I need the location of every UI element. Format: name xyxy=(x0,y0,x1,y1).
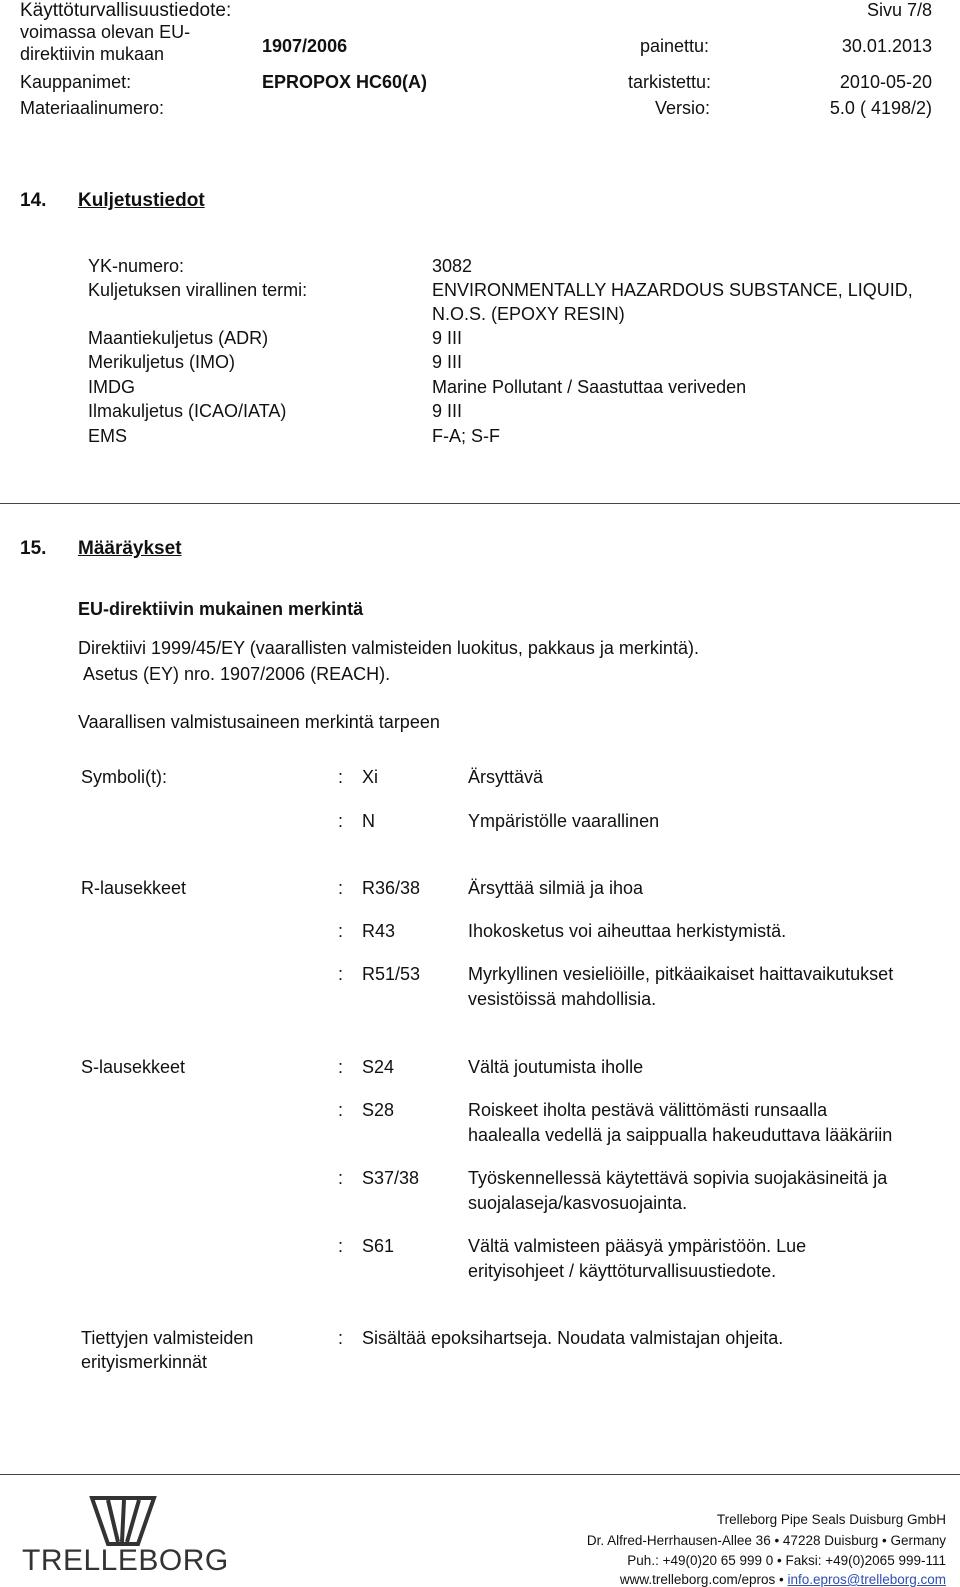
labelling-needed-text: Vaarallisen valmistusaineen merkintä tarpeen xyxy=(78,712,440,732)
footer-divider xyxy=(0,1474,960,1475)
version-value: 5.0 ( 4198/2) xyxy=(829,98,932,118)
printed-date: 30.01.2013 xyxy=(841,36,932,56)
ems-value: F-A; S-F xyxy=(432,426,500,446)
s-phrase-code: S28 xyxy=(362,1100,395,1120)
r-phrase-code: R51/53 xyxy=(362,964,421,984)
r-phrases-label: R-lausekkeet xyxy=(81,878,187,898)
material-number-label: Materiaalinumero: xyxy=(20,98,165,118)
icao-value: 9 III xyxy=(432,401,463,421)
company-website: www.trelleborg.com/epros • xyxy=(619,1572,784,1587)
s-phrase-text-cont: suojalaseja/kasvosuojainta. xyxy=(468,1193,688,1213)
s-phrase-text: Roiskeet iholta pestävä välittömästi runsaalla xyxy=(468,1100,828,1120)
shipping-name-value: ENVIRONMENTALLY HAZARDOUS SUBSTANCE, LIQUID, xyxy=(432,280,913,300)
s-phrase-code: S24 xyxy=(362,1057,395,1077)
regulation-number: 1907/2006 xyxy=(262,36,348,56)
symbol-text: Ärsyttävä xyxy=(468,767,544,787)
company-phone: Puh.: +49(0)20 65 999 0 • Faksi: +49(0)2065 999-111 xyxy=(627,1553,946,1568)
r-phrase-code: R43 xyxy=(362,921,396,941)
company-web-contact xyxy=(620,1572,946,1587)
imo-label: Merikuljetus (IMO) xyxy=(88,352,236,372)
trelleborg-logo-mark xyxy=(22,1494,192,1550)
r-phrase-code: R36/38 xyxy=(362,878,421,898)
colon: : xyxy=(338,1100,344,1120)
s-phrase-text: Työskennellessä käytettävä sopivia suojakäsineitä ja xyxy=(468,1168,888,1188)
document-title: Käyttöturvallisuustiedote: xyxy=(20,0,232,21)
printed-label: painettu: xyxy=(640,36,710,56)
s-phrases-label: S-lausekkeet xyxy=(81,1057,186,1077)
adr-label: Maantiekuljetus (ADR) xyxy=(88,328,269,348)
imo-value: 9 III xyxy=(432,352,463,372)
s-phrase-text-cont: erityisohjeet / käyttöturvallisuustiedote. xyxy=(468,1261,777,1281)
page-number: Sivu 7/8 xyxy=(866,0,932,20)
section-14-number: 14. xyxy=(20,190,47,211)
header-subtitle-1: voimassa olevan EU- xyxy=(20,22,191,42)
section-15-title: Määräykset xyxy=(78,538,182,559)
section-15-number: 15. xyxy=(20,538,47,559)
shipping-name-value-cont: N.O.S. (EPOXY RESIN) xyxy=(432,304,625,324)
un-number-label: YK-numero: xyxy=(88,256,185,276)
shipping-name-label: Kuljetuksen virallinen termi: xyxy=(88,280,308,300)
special-labelling-text: Sisältää epoksihartseja. Noudata valmistajan ohjeita. xyxy=(362,1328,784,1348)
regulation-text: Asetus (EY) nro. 1907/2006 (REACH). xyxy=(83,664,391,684)
r-phrase-text: Ärsyttää silmiä ja ihoa xyxy=(468,878,644,898)
header-subtitle-2: direktiivin mukaan xyxy=(20,44,165,64)
r-phrase-text-cont: vesistöissä mahdollisia. xyxy=(468,989,657,1009)
colon: : xyxy=(338,964,344,984)
s-phrase-code: S61 xyxy=(362,1236,395,1256)
section-14-title: Kuljetustiedot xyxy=(78,190,205,211)
colon: : xyxy=(338,878,344,898)
checked-label: tarkistettu: xyxy=(628,72,712,92)
symbols-label: Symboli(t): xyxy=(81,767,168,787)
symbol-code: N xyxy=(362,811,375,831)
imdg-value: Marine Pollutant / Saastuttaa veriveden xyxy=(432,377,747,397)
colon: : xyxy=(338,1168,344,1188)
logo-wordmark: TRELLEBORG xyxy=(22,1544,229,1577)
checked-date: 2010-05-20 xyxy=(839,72,932,92)
company-email-link[interactable]: info.epros@trelleborg.com xyxy=(787,1572,946,1587)
un-number-value: 3082 xyxy=(432,256,473,276)
adr-value: 9 III xyxy=(432,328,463,348)
colon: : xyxy=(338,811,344,831)
special-labelling-label-1: Tiettyjen valmisteiden xyxy=(81,1328,254,1348)
s-phrase-code: S37/38 xyxy=(362,1168,420,1188)
section-divider xyxy=(0,503,960,504)
s-phrase-text: Vältä joutumista iholle xyxy=(468,1057,644,1077)
product-name: EPROPOX HC60(A) xyxy=(262,72,428,92)
colon: : xyxy=(338,767,344,787)
r-phrase-text: Ihokosketus voi aiheuttaa herkistymistä. xyxy=(468,921,787,941)
company-address: Dr. Alfred-Herrhausen-Allee 36 • 47228 Duisburg • Germany xyxy=(586,1533,946,1548)
r-phrase-text: Myrkyllinen vesieliöille, pitkäaikaiset haittavaikutukset xyxy=(468,964,894,984)
special-labelling-label-2: erityismerkinnät xyxy=(81,1352,208,1372)
version-label: Versio: xyxy=(655,98,711,118)
tradenames-label: Kauppanimet: xyxy=(20,72,132,92)
directive-text: Direktiivi 1999/45/EY (vaarallisten valmisteiden luokitus, pakkaus ja merkintä). xyxy=(78,638,699,658)
s-phrase-text-cont: haalealla vedellä ja saippualla hakeuduttava lääkäriin xyxy=(468,1125,893,1145)
icao-label: Ilmakuljetus (ICAO/IATA) xyxy=(88,401,287,421)
colon: : xyxy=(338,921,344,941)
colon: : xyxy=(338,1236,344,1256)
colon: : xyxy=(338,1328,344,1348)
company-name: Trelleborg Pipe Seals Duisburg GmbH xyxy=(716,1512,946,1527)
colon: : xyxy=(338,1057,344,1077)
eu-labelling-heading: EU-direktiivin mukainen merkintä xyxy=(78,599,364,619)
symbol-text: Ympäristölle vaarallinen xyxy=(468,811,660,831)
s-phrase-text: Vältä valmisteen pääsyä ympäristöön. Lue xyxy=(468,1236,807,1256)
ems-label: EMS xyxy=(88,426,128,446)
trelleborg-logo xyxy=(22,1494,229,1584)
symbol-code: Xi xyxy=(362,767,379,787)
imdg-label: IMDG xyxy=(88,377,135,397)
